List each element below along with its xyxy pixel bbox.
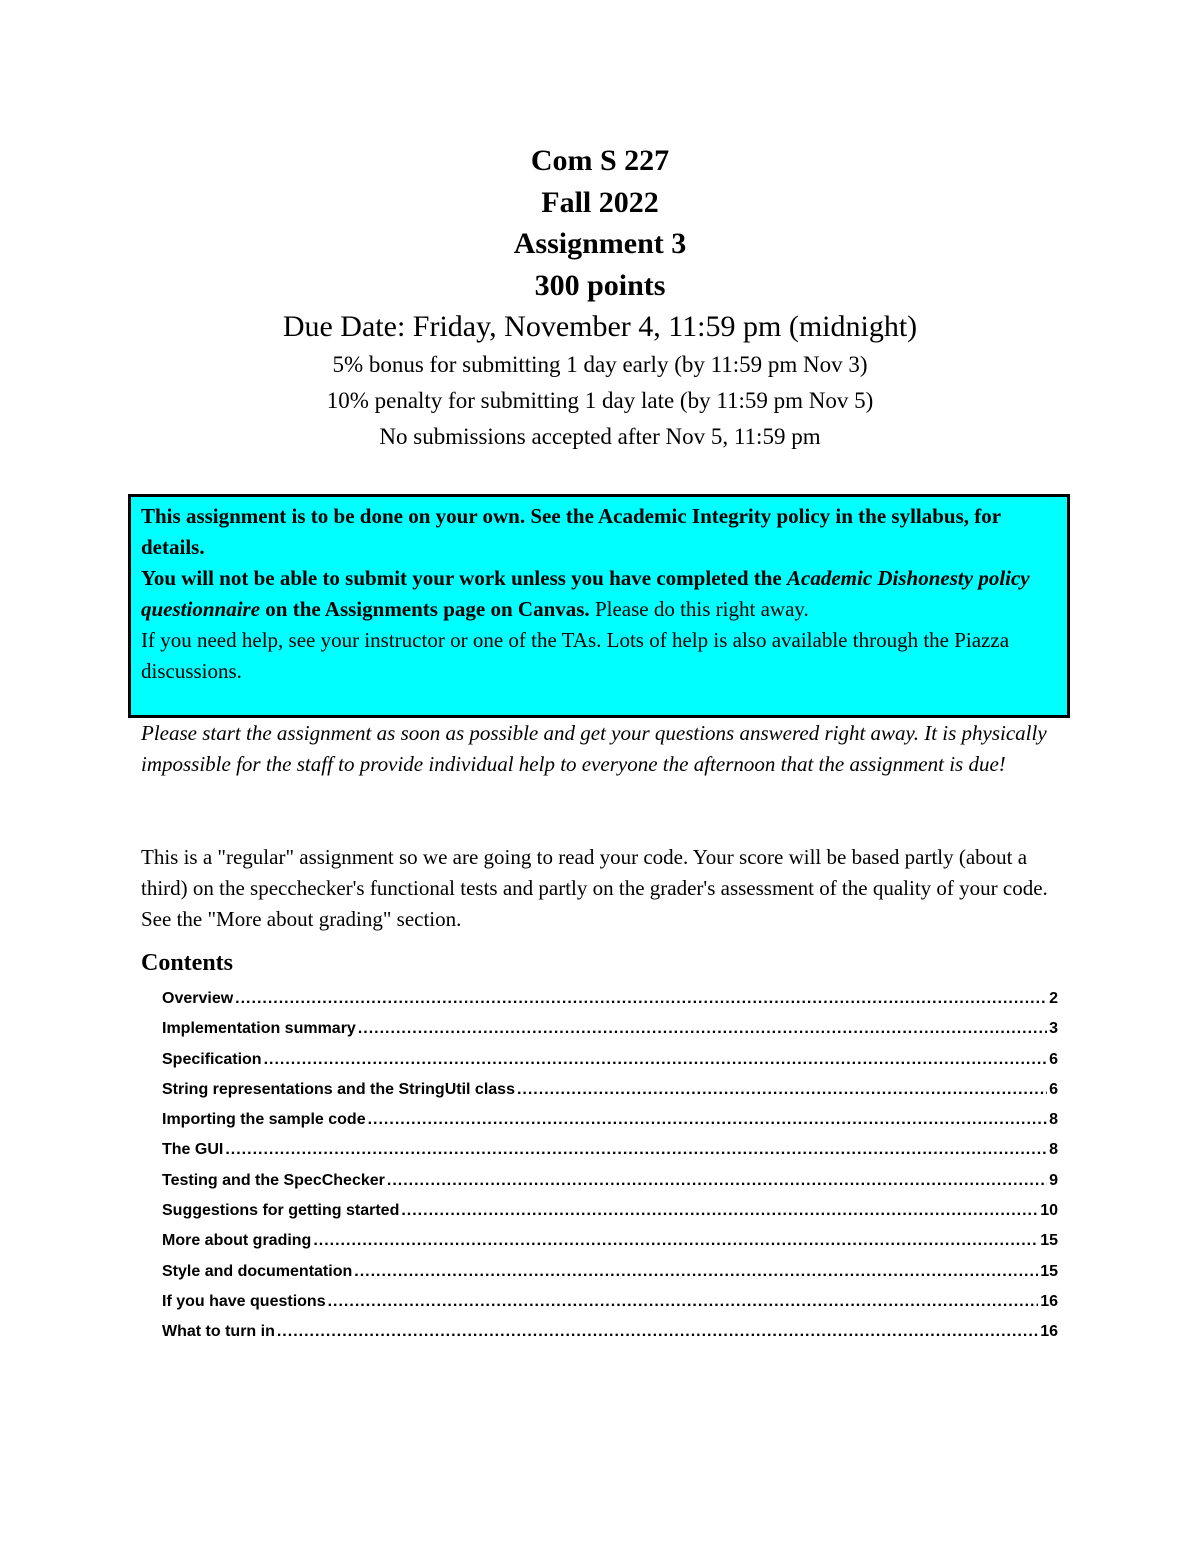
toc-entry-page: 10 <box>1040 1202 1058 1220</box>
toc-entry-label: String representations and the StringUtil class <box>162 1080 515 1098</box>
toc-entry[interactable] <box>162 1288 1058 1318</box>
table-of-contents <box>162 985 1058 1349</box>
toc-dot-leader <box>225 1136 1047 1164</box>
no-submissions-note: No submissions accepted after Nov 5, 11:59 pm <box>379 424 821 449</box>
toc-dot-leader <box>313 1227 1038 1255</box>
toc-entry-label: What to turn in <box>162 1323 275 1341</box>
points: 300 points <box>534 269 666 302</box>
course-title: Com S 227 <box>530 144 670 177</box>
toc-dot-leader <box>277 1318 1038 1346</box>
toc-dot-leader <box>368 1106 1048 1134</box>
assignment-title: Assignment 3 <box>513 227 687 260</box>
toc-entry-label: Testing and the SpecChecker <box>162 1171 385 1189</box>
integrity-line-2-end: on the Assignments page on Canvas. <box>260 597 590 621</box>
toc-entry[interactable] <box>162 1106 1058 1136</box>
toc-entry-label: Suggestions for getting started <box>162 1202 400 1220</box>
toc-dot-leader <box>235 985 1047 1013</box>
toc-dot-leader <box>328 1288 1039 1316</box>
integrity-line-2-regular: Please do this right away. <box>589 597 809 621</box>
start-early-notice: Please start the assignment as soon as possible and get your questions answered right away. It is physically impossible for the staff to provide individual help to everyone the afternoon that the assignment is due! <box>141 721 1047 776</box>
toc-entry-label: Implementation summary <box>162 1020 356 1038</box>
intro-paragraph: This is a "regular" assignment so we are going to read your code. Your score will be based partly (about a third) on the specchecker's functional tests and partly on the grader's assessment of the quality of your code. See the "More about grading" section. <box>141 845 1048 931</box>
toc-entry-page: 8 <box>1049 1111 1058 1129</box>
penalty-note: 10% penalty for submitting 1 day late (by 11:59 pm Nov 5) <box>326 388 874 413</box>
toc-dot-leader <box>517 1076 1047 1104</box>
toc-entry-label: If you have questions <box>162 1292 326 1310</box>
integrity-line-2 <box>141 563 1067 625</box>
toc-dot-leader <box>354 1258 1038 1286</box>
toc-entry-label: Specification <box>162 1050 262 1068</box>
toc-dot-leader <box>358 1015 1047 1043</box>
toc-entry-page: 9 <box>1049 1171 1058 1189</box>
integrity-line-3: If you need help, see your instructor or one of the TAs. Lots of help is also available through the Piazza discussions. <box>141 628 1010 683</box>
toc-entry-page: 2 <box>1049 990 1058 1007</box>
toc-entry-page: 6 <box>1049 1080 1058 1098</box>
toc-entry-label: Overview <box>162 990 234 1007</box>
integrity-line-2-start: You will not be able to submit your work unless you have completed the <box>141 566 787 590</box>
toc-entry[interactable] <box>162 1015 1058 1045</box>
toc-entry[interactable] <box>162 1046 1058 1076</box>
toc-entry-page: 3 <box>1049 1020 1058 1038</box>
contents-heading: Contents <box>141 950 234 976</box>
toc-entry[interactable] <box>162 1318 1058 1348</box>
toc-entry[interactable] <box>162 985 1058 1015</box>
toc-entry-label: More about grading <box>162 1232 312 1250</box>
toc-entry[interactable] <box>162 1076 1058 1106</box>
toc-entry-label: Style and documentation <box>162 1262 353 1280</box>
toc-entry-page: 16 <box>1040 1323 1058 1341</box>
term: Fall 2022 <box>541 186 659 219</box>
toc-entry-page: 8 <box>1049 1141 1058 1159</box>
bonus-note: 5% bonus for submitting 1 day early (by 11:59 pm Nov 3) <box>332 352 868 377</box>
title-block <box>0 140 1200 455</box>
toc-entry-page: 16 <box>1040 1292 1058 1310</box>
questionnaire-link-text: Academic Dishonesty policy questionnaire <box>141 566 1030 621</box>
toc-entry[interactable] <box>162 1136 1058 1166</box>
toc-entry-page: 15 <box>1040 1232 1058 1250</box>
toc-entry[interactable] <box>162 1197 1058 1227</box>
due-date: Due Date: Friday, November 4, 11:59 pm (midnight) <box>282 310 918 343</box>
toc-dot-leader <box>264 1046 1048 1074</box>
toc-entry-label: Importing the sample code <box>162 1111 366 1129</box>
toc-entry[interactable] <box>162 1167 1058 1197</box>
toc-entry-page: 15 <box>1040 1262 1058 1280</box>
toc-entry-page: 6 <box>1049 1050 1058 1068</box>
toc-entry[interactable] <box>162 1227 1058 1257</box>
toc-entry-label: The GUI <box>162 1141 224 1159</box>
integrity-line-1: This assignment is to be done on your own. See the Academic Integrity policy in the syllabus, for details. <box>141 504 1001 559</box>
toc-dot-leader <box>401 1197 1038 1225</box>
academic-integrity-box <box>128 494 1070 718</box>
toc-dot-leader <box>387 1167 1047 1195</box>
toc-entry[interactable] <box>162 1258 1058 1288</box>
